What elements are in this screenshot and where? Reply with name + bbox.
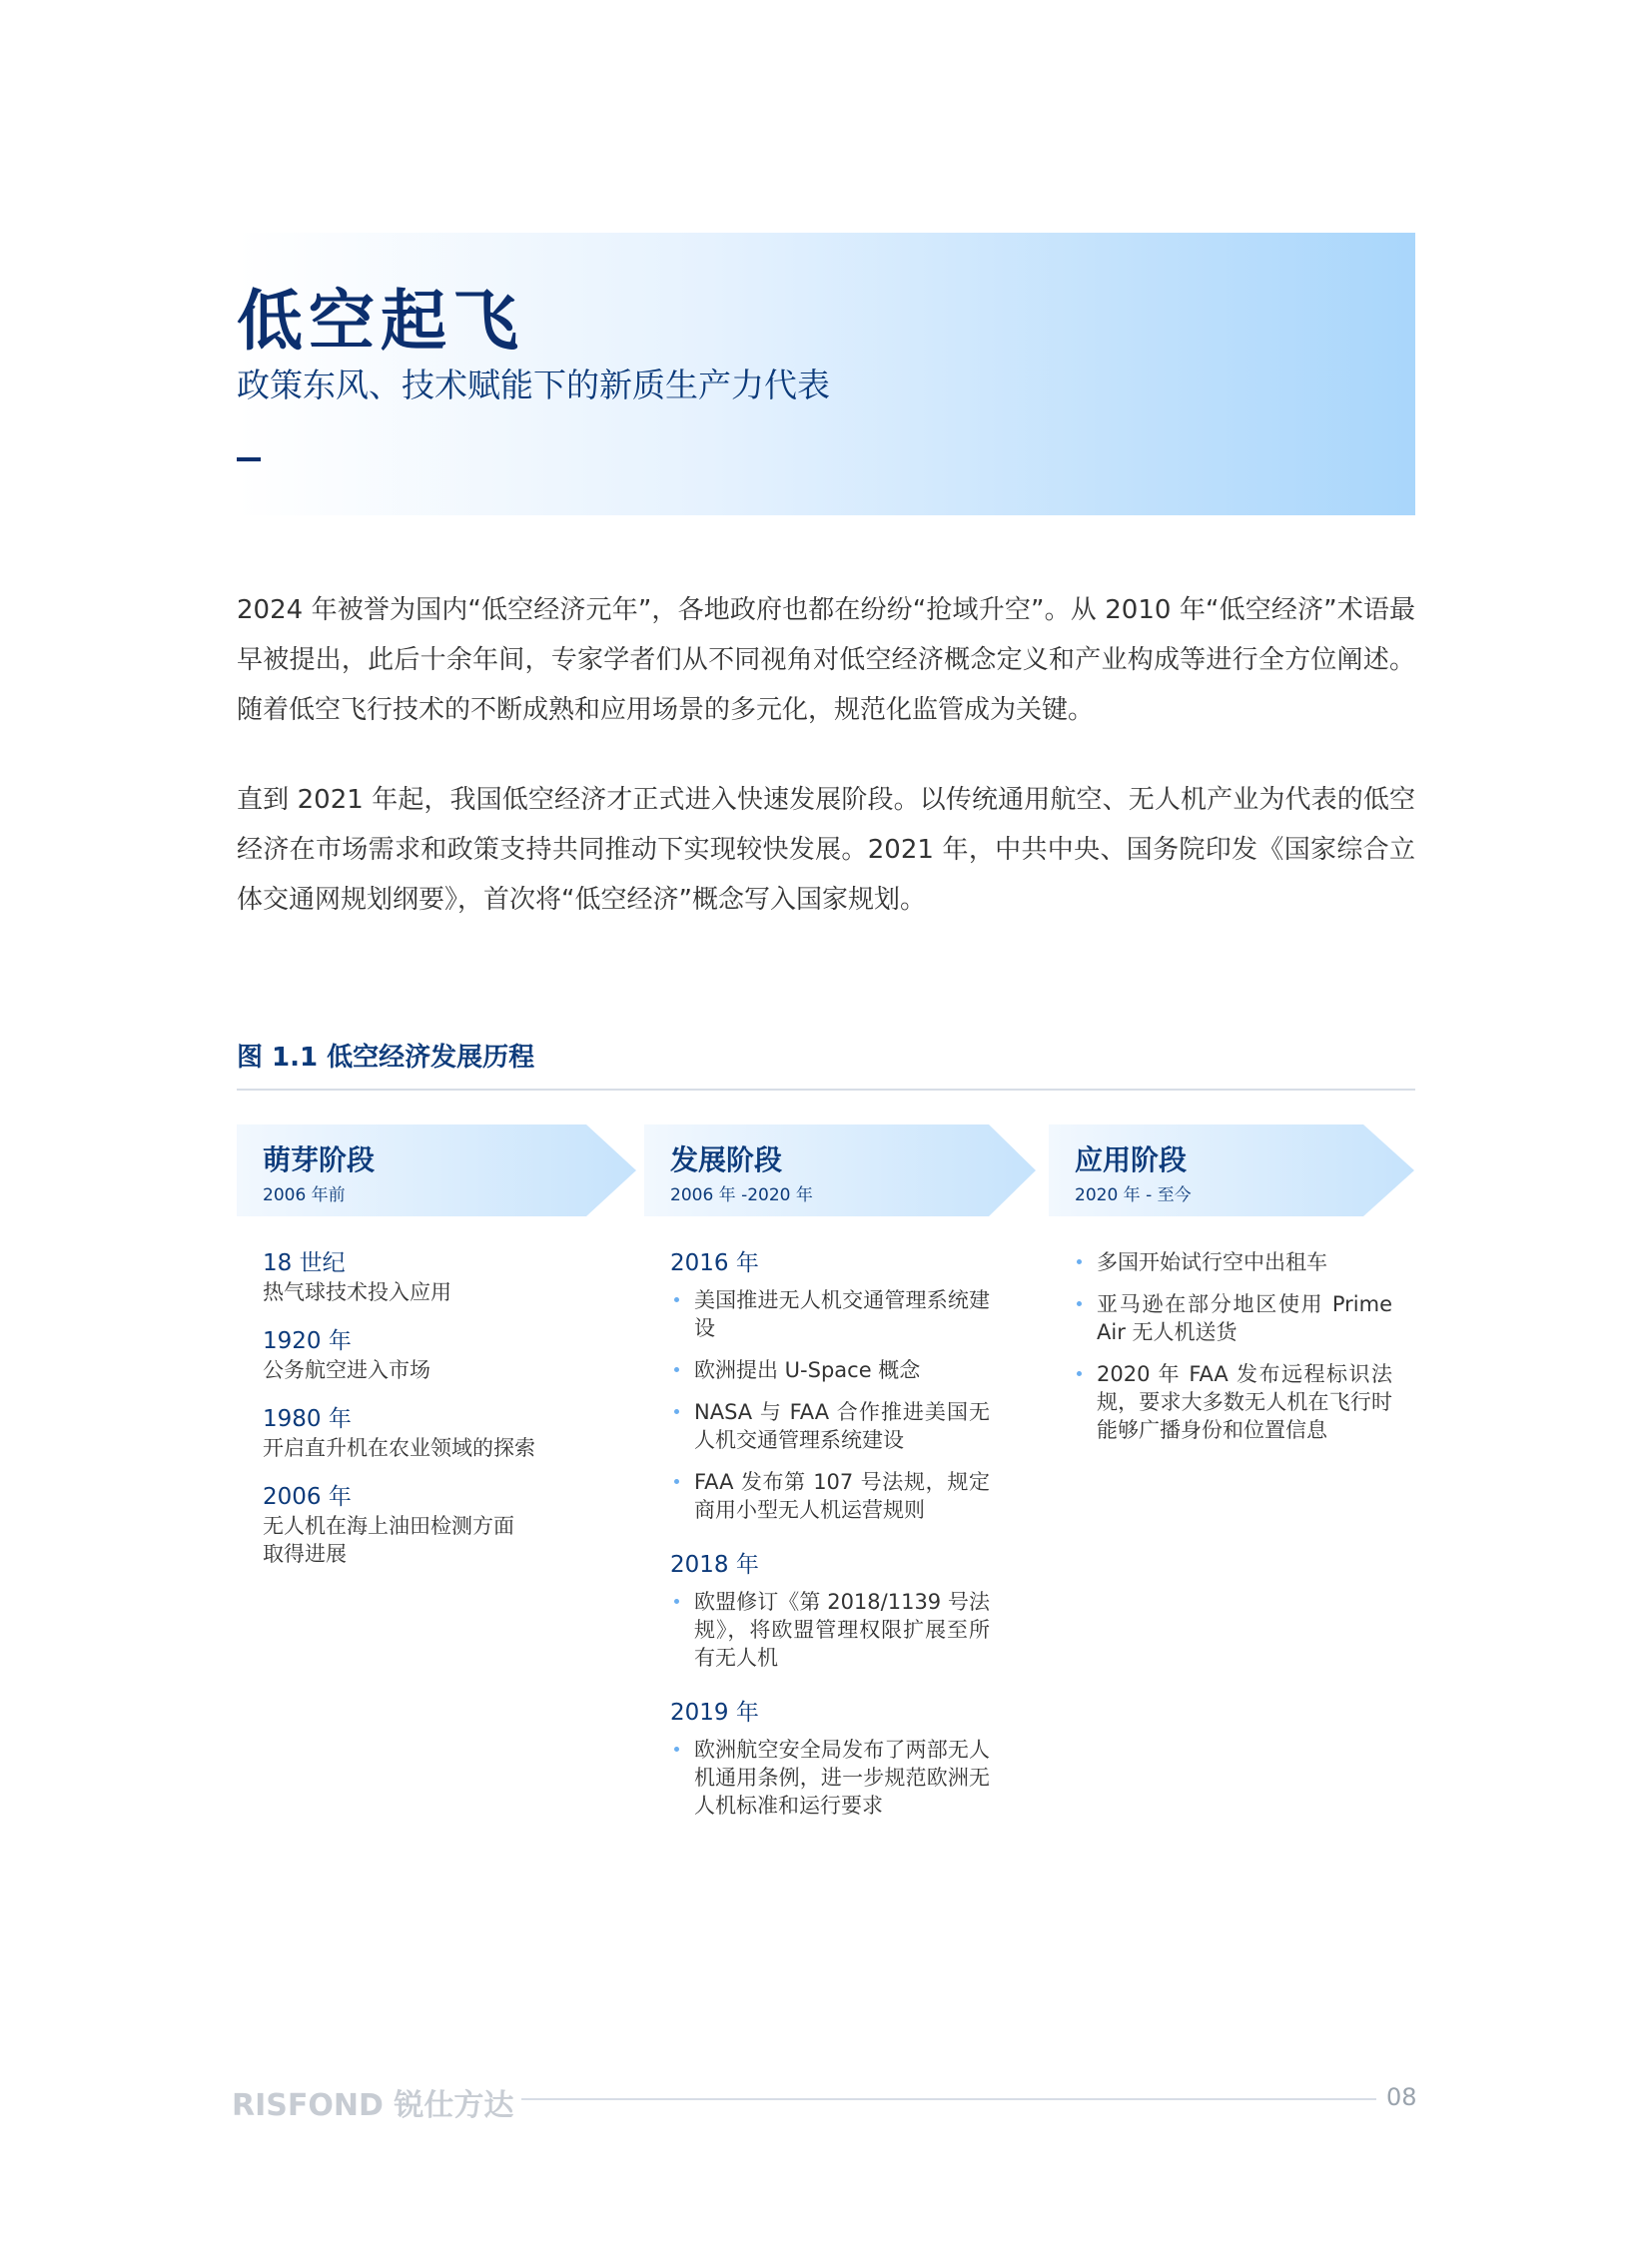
stage-column-sprouting (263, 1248, 552, 1588)
event-year: 1920 年 (263, 1328, 352, 1354)
list-item: 2020 年 FAA 发布远程标识法规，要求大多数无人机在飞行时能够广播身份和位置信息 (1073, 1360, 1392, 1444)
bullet-list (1073, 1248, 1392, 1444)
list-item: 欧洲提出 U-Space 概念 (670, 1356, 990, 1384)
year-group-2019 (670, 1698, 990, 1820)
event-text: 无人机在海上油田检测方面取得进展 (263, 1514, 514, 1566)
stage-period: 2020 年 - 至今 (1075, 1185, 1192, 1205)
event-year: 2006 年 (263, 1484, 352, 1510)
figure-title: 图 1.1 低空经济发展历程 (237, 1043, 535, 1073)
figure-divider (237, 1089, 1415, 1091)
brand-logo: RISFOND 锐仕方达 (232, 2088, 514, 2123)
year-group-2018 (670, 1550, 990, 1672)
body-paragraph-1: 2024 年被誉为国内“低空经济元年”，各地政府也都在纷纷“抢域升空”。从 2010 年“低空经济”术语最早被提出，此后十余年间，专家学者们从不同视角对低空经济概念定义和产业构成等进行全方位阐述。随着低空飞行技术的不断成熟和应用场景的多元化，规范化监管成为关键。 (237, 595, 1415, 725)
event-year: 1980 年 (263, 1406, 352, 1432)
stage-name: 应用阶段 (1075, 1143, 1188, 1176)
title-dash-divider (237, 457, 261, 461)
event-text: 公务航空进入市场 (263, 1358, 430, 1382)
stage-banner-application (1049, 1124, 1448, 1216)
list-item: NASA 与 FAA 合作推进美国无人机交通管理系统建设 (670, 1398, 990, 1454)
list-item: 亚马逊在部分地区使用 Prime Air 无人机送货 (1073, 1290, 1392, 1346)
footer-divider (521, 2098, 1376, 2100)
list-item: 多国开始试行空中出租车 (1073, 1248, 1392, 1276)
list-item: 欧洲航空安全局发布了两部无人机通用条例，进一步规范欧洲无人机标准和运行要求 (670, 1736, 990, 1820)
stage-column-application (1073, 1248, 1392, 1458)
event-year: 18 世纪 (263, 1250, 346, 1276)
page-number: 08 (1386, 2083, 1417, 2111)
event-text: 开启直升机在农业领域的探索 (263, 1436, 535, 1460)
bullet-list (670, 1588, 990, 1672)
list-item: FAA 发布第 107 号法规，规定商用小型无人机运营规则 (670, 1468, 990, 1524)
stage-period: 2006 年前 (263, 1185, 346, 1205)
body-paragraph-2: 直到 2021 年起，我国低空经济才正式进入快速发展阶段。以传统通用航空、无人机产业为代表的低空经济在市场需求和政策支持共同推动下实现较快发展。2021 年，中共中央、国务院印发《国家综合立体交通网规划纲要》，首次将“低空经济”概念写入国家规划。 (237, 785, 1415, 915)
event-year: 2019 年 (670, 1700, 759, 1726)
list-item: 美国推进无人机交通管理系统建设 (670, 1286, 990, 1342)
event-year: 2016 年 (670, 1250, 759, 1276)
stage-name: 发展阶段 (670, 1143, 783, 1176)
event-text: 热气球技术投入应用 (263, 1280, 451, 1304)
bullet-list (670, 1286, 990, 1524)
event-year: 2018 年 (670, 1552, 759, 1578)
year-group-2016 (670, 1248, 990, 1524)
stage-column-development (670, 1248, 990, 1846)
stage-period: 2006 年 -2020 年 (670, 1185, 813, 1205)
list-item: 欧盟修订《第 2018/1139 号法规》，将欧盟管理权限扩展至所有无人机 (670, 1588, 990, 1672)
stage-banner-sprouting (237, 1124, 636, 1216)
page-title: 低空起飞 (237, 283, 524, 360)
page-subtitle: 政策东风、技术赋能下的新质生产力代表 (237, 366, 830, 404)
bullet-list (670, 1736, 990, 1820)
stage-banner-development (644, 1124, 1044, 1216)
stage-name: 萌芽阶段 (263, 1143, 376, 1176)
